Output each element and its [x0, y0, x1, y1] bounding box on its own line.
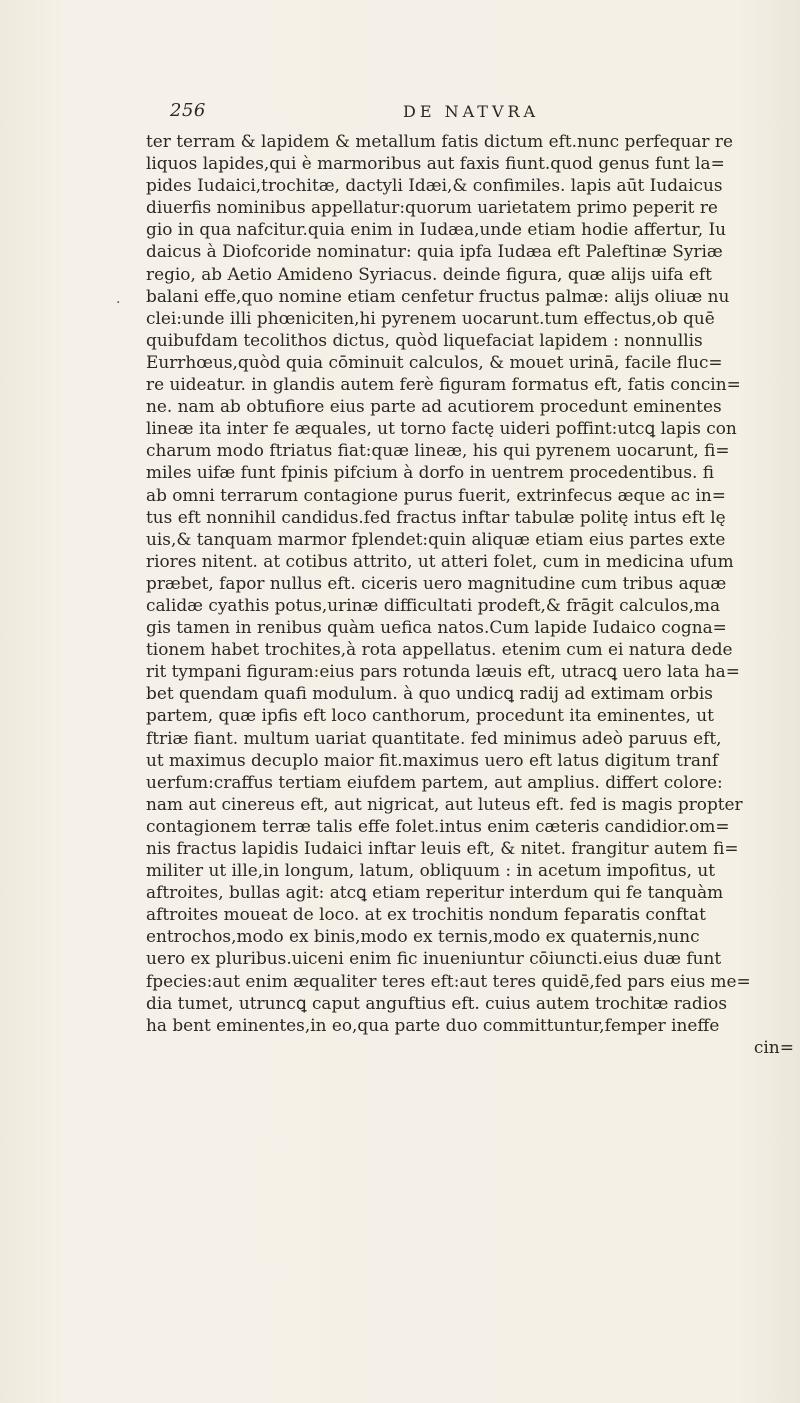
- text-line: miles uifæ funt fpinis pifcium à dorfo in uentrem procedentibus. fi: [146, 463, 715, 484]
- text-line: nis fractus lapidis Iudaici inftar leuis eft, & nitet. frangitur autem fi=: [146, 839, 739, 859]
- text-line: daicus à Diofcoride nominatur: quia ipfa Iudæa eft Paleftinæ Syriæ: [146, 242, 723, 263]
- text-line: fpecies:aut enim æqualiter teres eft:aut teres quidē,fed pars eius me=: [146, 971, 751, 992]
- text-line: clei:unde illi phœniciten,hi pyrenem uocarunt.tum effectus,ob quē: [146, 308, 715, 329]
- text-line: balani effe,quo nomine etiam cenfetur fructus palmæ: alijs oliuæ nu: [146, 286, 730, 307]
- text-line: charum modo ftriatus fiat:quæ lineæ, his qui pyrenem uocarunt, fi=: [146, 441, 730, 462]
- text-line: ha bent eminentes,in eo,qua parte duo committuntur,femper ineffe: [146, 1015, 720, 1036]
- text-line: cin=: [753, 1037, 794, 1058]
- text-line: quibufdam tecolithos dictus, quòd liquefaciat lapidem : nonnullis: [146, 330, 703, 351]
- text-line: præbet, fapor nullus eft. ciceris uero magnitudine cum tribus aquæ: [146, 573, 727, 594]
- text-line: calidæ cyathis potus,urinæ difficultati prodeft,& frāgit calculos,ma: [146, 595, 721, 616]
- text-line: re uideatur. in glandis autem ferè figuram formatus eft, fatis concin=: [146, 375, 741, 396]
- text-line: ftriæ fiant. multum uariat quantitate. fed minimus adeò paruus eft,: [146, 728, 722, 749]
- text-line: gio in qua nafcitur.quia enim in Iudæa,unde etiam hodie affertur, Iu: [146, 220, 727, 241]
- text-line: pides Iudaici,trochitæ, dactyli Idæi,& confimiles. lapis aūt Iudaicus: [146, 176, 723, 197]
- text-line: uero ex pluribus.uiceni enim fic inueniuntur cōiuncti.eius duæ funt: [146, 949, 722, 970]
- text-line: bet quendam quafi modulum. à quo undicꝗ radij ad extimam orbis: [146, 684, 713, 705]
- body-text: [146, 131, 796, 1059]
- text-line: contagionem terræ talis effe folet.intus enim cæteris candidior.om=: [146, 816, 730, 837]
- text-line: regio, ab Aetio Amideno Syriacus. deinde figura, quæ alijs uifa eft: [146, 264, 712, 285]
- running-title: DE NATVRA: [403, 102, 540, 121]
- text-line: aftroites, bullas agit: atcꝗ etiam reperitur interdum qui fe tanquàm: [146, 883, 724, 904]
- page-number: 256: [170, 100, 206, 121]
- text-line: entrochos,modo ex binis,modo ex ternis,modo ex quaternis,nunc: [146, 927, 700, 948]
- text-line: diuerfis nominibus appellatur:quorum uarietatem primo peperit re: [146, 198, 718, 219]
- text-line: tionem habet trochites,à rota appellatus. etenim cum ei natura dede: [146, 640, 733, 661]
- text-line: militer ut ille,in longum, latum, obliquum : in acetum impofitus, ut: [146, 861, 716, 882]
- text-line: rit tympani figuram:eius pars rotunda læuis eft, utracꝗ uero lata ha=: [146, 662, 740, 683]
- margin-mark: .: [116, 291, 121, 307]
- text-line: tus eft nonnihil candidus.fed fractus inftar tabulæ politę intus eft lę: [146, 507, 726, 528]
- text-line: ne. nam ab obtufiore eius parte ad acutiorem procedunt eminentes: [146, 397, 722, 418]
- text-line: uis,& tanquam marmor fplendet:quin aliquæ etiam eius partes exte: [146, 529, 726, 550]
- text-line: gis tamen in renibus quàm uefica natos.Cum lapide Iudaico cogna=: [146, 618, 727, 639]
- text-line: ab omni terrarum contagione purus fuerit, extrinfecus æque ac in=: [146, 485, 726, 506]
- text-line: liquos lapides,qui è marmoribus aut faxis fiunt.quod genus funt la=: [146, 154, 725, 175]
- text-line: riores nitent. at cotibus attrito, ut atteri folet, cum in medicina ufum: [146, 551, 734, 572]
- text-line: uerfum:craffus tertiam eiufdem partem, aut amplius. differt colore:: [146, 772, 723, 793]
- text-line: aftroites moueat de loco. at ex trochitis nondum feparatis conftat: [146, 905, 706, 926]
- text-line: nam aut cinereus eft, aut nigricat, aut luteus eft. fed is magis propter: [146, 794, 743, 815]
- text-line: dia tumet, utruncꝗ caput anguftius eft. cuius autem trochitæ radios: [146, 993, 727, 1014]
- text-line: lineæ ita inter fe æquales, ut torno factę uideri poffint:utcꝗ lapis con: [146, 419, 737, 440]
- text-line: partem, quæ ipfis eft loco canthorum, procedunt ita eminentes, ut: [146, 706, 714, 727]
- text-line: ter terram & lapidem & metallum fatis dictum eft.nunc perfequar re: [146, 132, 733, 152]
- running-head: [170, 100, 790, 126]
- text-line: ut maximus decuplo maior fit.maximus uero eft latus digitum tranf: [146, 750, 719, 771]
- text-line: Eurrhœus,quòd quia cōminuit calculos, & mouet urinā, facile fluc=: [146, 352, 723, 373]
